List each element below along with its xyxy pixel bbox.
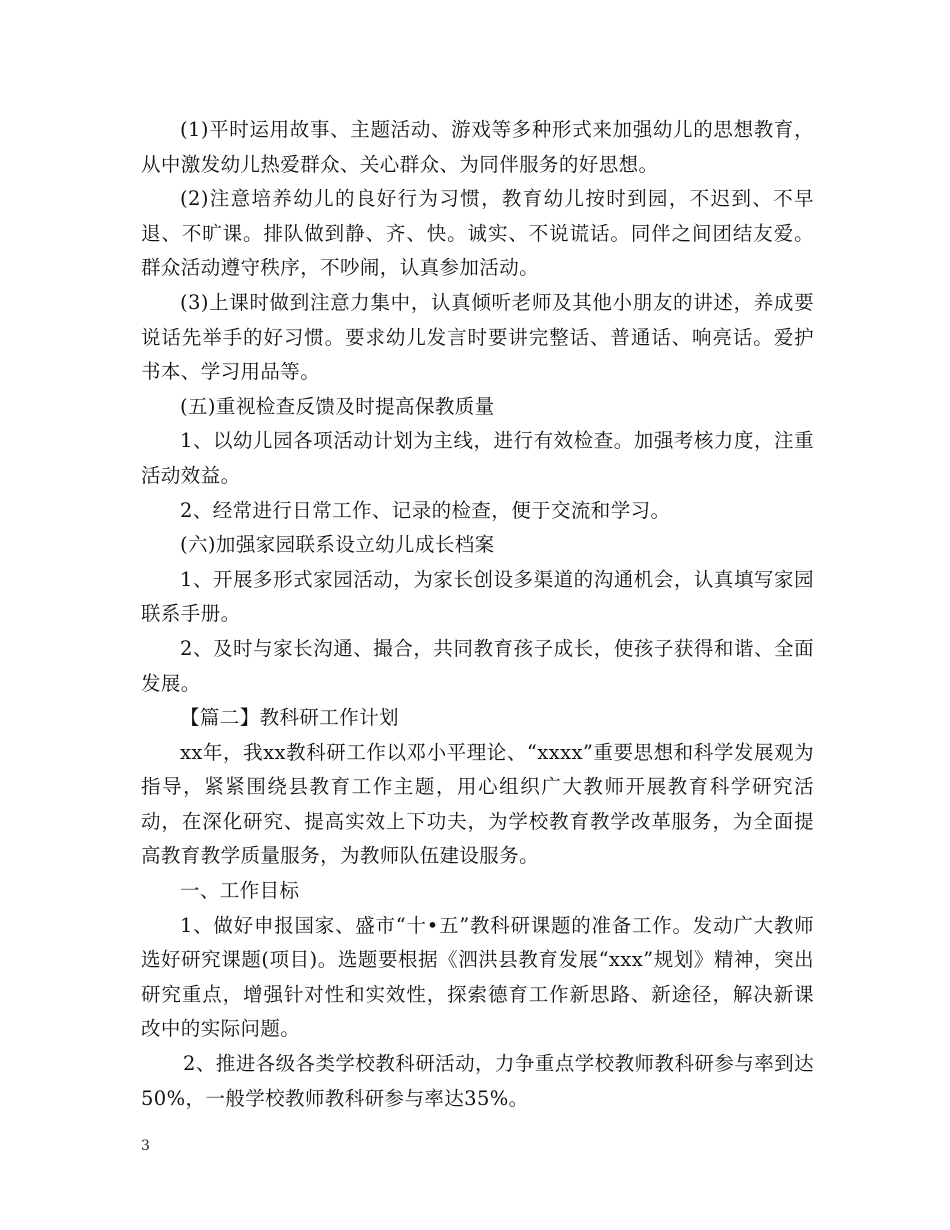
paragraph-home-activities: 1、开展多形式家园活动，为家长创设多渠道的沟通机会，认真填写家园联系手册。 — [141, 567, 814, 626]
article-title-research-plan: 【篇二】教科研工作计划 — [180, 706, 399, 730]
section-heading-work-goals: 一、工作目标 — [180, 879, 300, 903]
section-heading-home-school: (六)加强家园联系设立幼儿成长档案 — [180, 533, 495, 557]
paragraph-daily-work-check: 2、经常进行日常工作、记录的检查，便于交流和学习。 — [180, 498, 671, 522]
page-number: 3 — [141, 1138, 150, 1154]
paragraph-class-attention: (3)上课时做到注意力集中，认真倾听老师及其他小朋友的讲述，养成要说话先举手的好习惯。要求幼儿发言时要讲完整话、普通话、响亮话。爱护书本、学习用品等。 — [141, 290, 814, 384]
paragraph-behavior-habits: (2)注意培养幼儿的良好行为习惯，教育幼儿按时到园，不迟到、不早退、不旷课。排队做到静、齐、快。诚实、不说谎话。同伴之间团结友爱。群众活动遵守秩序，不吵闹，认真参加活动。 — [141, 187, 814, 280]
document-body — [141, 113, 814, 1116]
section-heading-quality-feedback: (五)重视检查反馈及时提高保教质量 — [180, 394, 495, 418]
paragraph-parent-communication: 2、及时与家长沟通、撮合，共同教育孩子成长，使孩子获得和谐、全面发展。 — [141, 636, 814, 695]
paragraph-research-overview: xx年，我xx教科研工作以邓小平理论、“xxxx”重要思想和科学发展观为指导，紧紧围绕县教育工作主题，用心组织广大教师开展教育科学研究活动，在深化研究、提高实效上下功夫，为学校教育教学改革服务，为全面提高教育教学质量服务，为教师队伍建设服务。 — [141, 740, 814, 868]
paragraph-participation-rate: 2、推进各级各类学校教科研活动，力争重点学校教师教科研参与率到达50%，一般学校教师教科研参与率达35%。 — [141, 1052, 814, 1110]
paragraph-activity-plan-check: 1、以幼儿园各项活动计划为主线，进行有效检查。加强考核力度，注重活动效益。 — [141, 429, 814, 487]
paragraph-project-application: 1、做好申报国家、盛市“十•五”教科研课题的准备工作。发动广大教师选好研究课题(项目)。选题要根据《泗洪县教育发展“xxx”规划》精神，突出研究重点，增强针对性和实效性，探索德育工作新思路、新途径，解决新课改中的实际问题。 — [141, 913, 814, 1041]
paragraph-moral-education: (1)平时运用故事、主题活动、游戏等多种形式来加强幼儿的思想教育，从中激发幼儿热爱群众、关心群众、为同伴服务的好思想。 — [141, 118, 814, 176]
